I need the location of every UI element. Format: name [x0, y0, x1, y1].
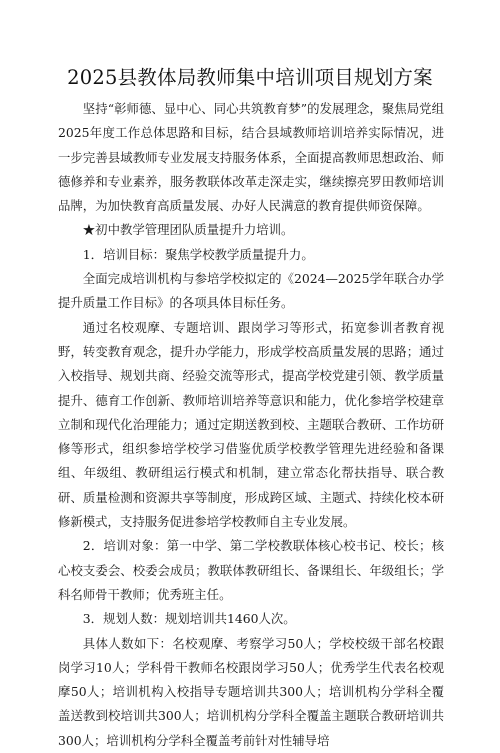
paragraph-methods: 通过名校观摩、专题培训、跟岗学习等形式，拓宽参训者教育视野，转变教育观念，提升办学能力，形成学校高质量发展的思路；通过入校指导、规划共商、经验交流等形式，提高学校党建引领、教学质量提升、德育工作创新、教师培训培养等意识和能力，优化参培学校建章立制和现代化治理能力；通过定期送教到校、主题联合教研、工作坊研修等形式，组织参培学校学习借鉴优质学校教学管理先进经验和备课组、年级组、教研组运行模式和机制，建立常态化帮扶指导、联合教研、质量检测和资源共享等制度，形成跨区域、主题式、持续化校本研修新模式，支持服务促进参培学校教师自主专业发展。 — [58, 319, 444, 530]
paragraph-section-heading: ★初中教学管理团队质量提升力培训。 — [82, 222, 294, 238]
paragraph-count-detail: 具体人数如下：名校观摩、考察学习50人；学校校级干部名校跟岗学习10人；学科骨干教师名校跟岗学习50人；优秀学生代表名校观摩50人；培训机构入校指导专题培训共300人；培训机构分学科全覆盖送教到校培训共300人；培训机构分学科全覆盖主题联合教研培训共300人；培训机构分学科全覆盖考前针对性辅导培 — [58, 635, 444, 748]
document-title: 2025县教体局教师集中培训项目规划方案 — [67, 66, 433, 89]
paragraph-training-goal: 1．培训目标：聚焦学校教学质量提升力。 — [82, 246, 314, 262]
paragraph-planned-count: 3．规划人数：规划培训共1460人次。 — [82, 611, 296, 627]
paragraph-intro: 坚持“彰师德、显中心、同心共筑教育梦”的发展理念，聚焦局党组2025年度工作总体思路和目标，结合县域教师培训培养实际情况，进一步完善县域教师专业发展支持服务体系，全面提高教师思想政治、师德修养和专业素养，服务教联体改革走深走实，继续擦亮罗田教师培训品牌，为加快教育高质量发展、办好人民满意的教育提供师资保障。 — [58, 101, 444, 214]
paragraph-training-target: 2．培训对象：第一中学、第二学校教联体核心校书记、校长；核心校支委会、校委会成员；教联体教研组长、备课组长、年级组长；学科名师骨干教师；优秀班主任。 — [58, 538, 444, 602]
document-body — [58, 97, 444, 753]
paragraph-goal-detail: 全面完成培训机构与参培学校拟定的《2024—2025学年联合办学提升质量工作目标》的各项具体目标任务。 — [58, 271, 444, 311]
